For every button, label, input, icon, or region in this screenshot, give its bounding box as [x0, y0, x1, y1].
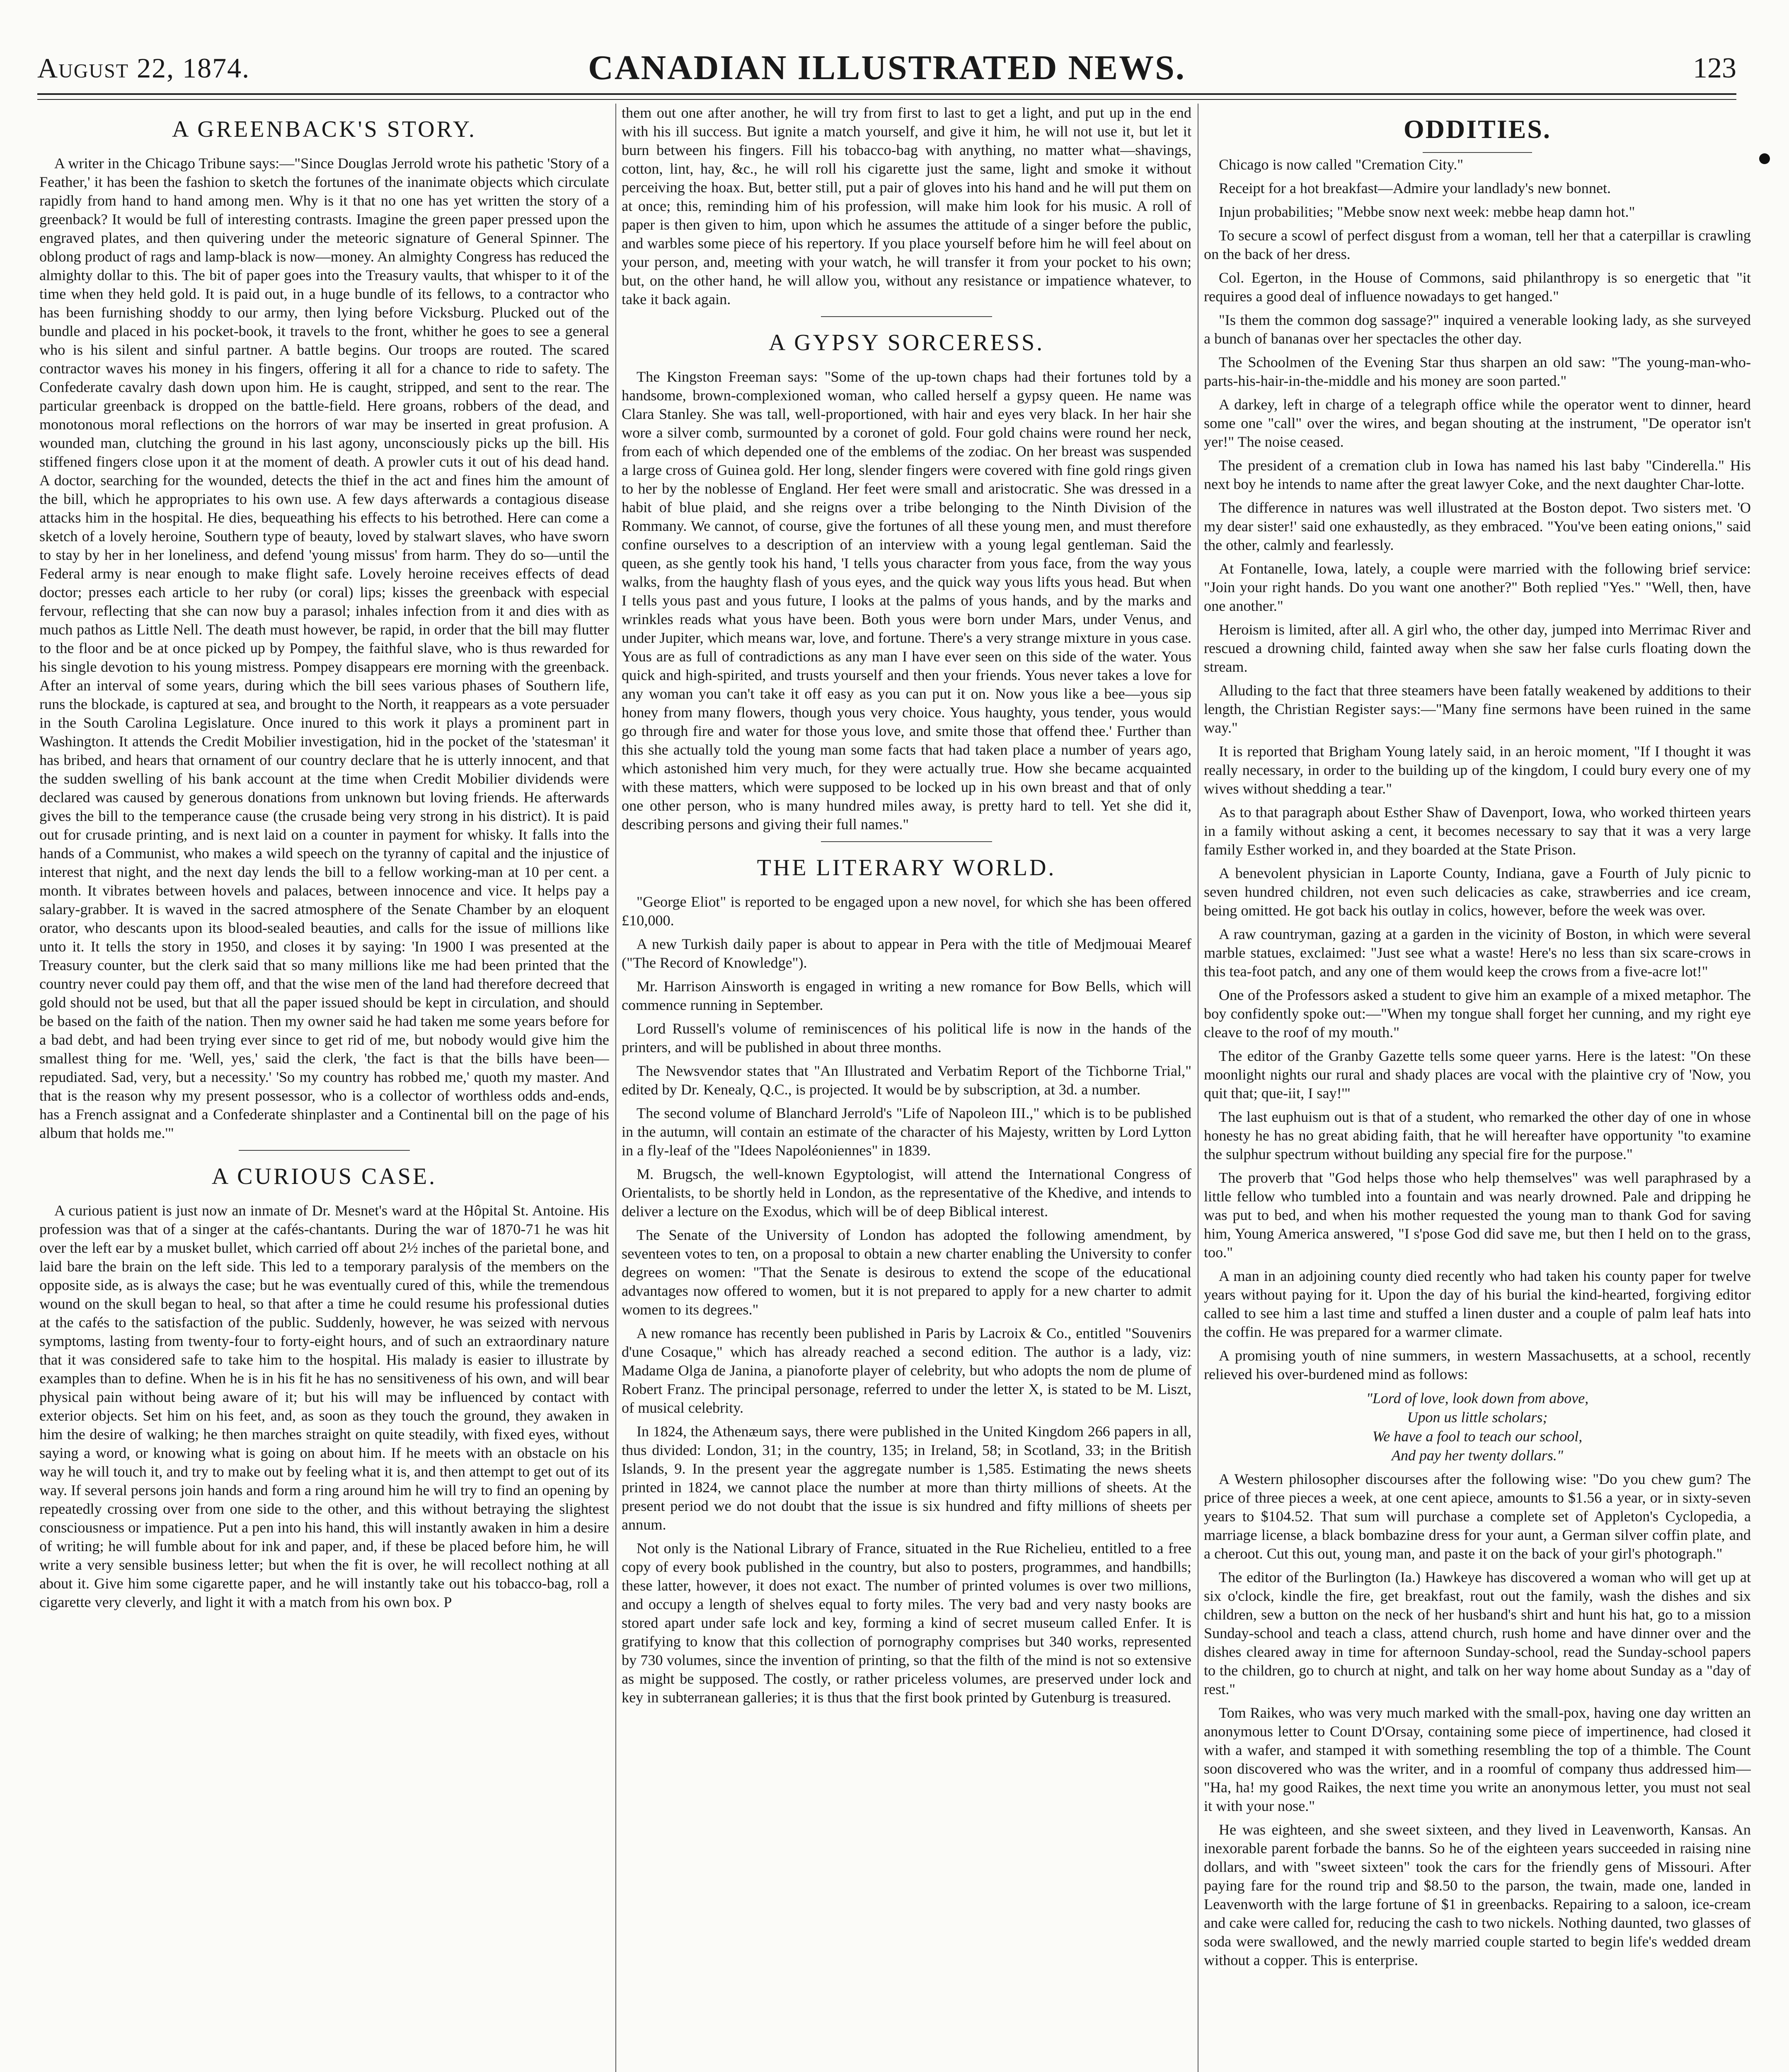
list-item: It is reported that Brigham Young lately said, in an heroic moment, "If I thought it was really necessary, in order to the building up of the kingdom, I could bury every one of my wives without shedding a tear." [1204, 743, 1751, 797]
list-item: A new romance has recently been published in Paris by Lacroix & Co., entitled "Souvenirs d'une Cosaque," which has already reached a second edition. The author is a lady, viz: Madame Olga de Janina, a pianoforte player of celebrity, but who adopts the nom de plume of Robert Franz. The principal personage, referred to under the letter X, is stated to be M. Liszt, of musical celebrity. [622, 1325, 1191, 1416]
page-header [37, 44, 1736, 89]
list-item: M. Brugsch, the well-known Egyptologist, will attend the International Congress of Orientalists, to be shortly held in London, as the representative of the Khedive, and intends to deliver a lecture on the Exodus, which will be of deep Biblical interest. [622, 1166, 1191, 1220]
list-item: A benevolent physician in Laporte County, Indiana, gave a Fourth of July picnic to seven hundred children, not even such delicacies as cake, strawberries and ice cream, being omitted. He got back his outlay in colics, however, before the week was over. [1204, 865, 1751, 919]
list-item: The editor of the Granby Gazette tells some queer yarns. Here is the latest: "On these moonlight nights our rural and shady places are vocal with the plaintive cry of 'Now, you quit that; que-iit, I say!'" [1204, 1048, 1751, 1101]
list-item: The president of a cremation club in Iowa has named his last baby "Cinderella." His next boy he intends to name after the great lawyer Coke, and the next daughter Char-lotte. [1204, 457, 1751, 492]
list-item: At Fontanelle, Iowa, lately, a couple were married with the following brief service: "Join your right hands. Do you want one another?" Both replied "Yes." "Well, then, have one another." [1204, 560, 1751, 614]
article-title-greenback: A GREENBACK'S STORY. [172, 116, 477, 142]
list-item: Col. Egerton, in the House of Commons, said philanthropy is so energetic that "it requires a good deal of influence nowadays to get hanged." [1204, 269, 1751, 305]
issue-date: August 22, 1874. [37, 52, 250, 84]
list-item: Chicago is now called "Cremation City." [1219, 156, 1464, 173]
article-body-curious-case: A curious patient is just now an inmate of Dr. Mesnet's ward at the Hôpital St. Antoine. His profession was that of a singer at the cafés-chantants. During the war of 1870-71 he was hit over the left ear by a musket bullet, which carried off about 2½ inches of the parietal bone, and laid bare the brain on the left side. This led to a temporary paralysis of the members on the opposite side, as is always the case; but he was eventually cured of this, while the tremendous wound on the skull began to heal, so that after a time he could resume his professional duties at the cafés to the satisfaction of the public. Suddenly, however, he was seized with nervous symptoms, lasting from twenty-four to forty-eight hours, and of such an extraordinary nature that it was considered safe to take him to the hospital. His malady is easier to illustrate by examples than to define. When he is in his fit he has no sensitiveness of his own, and will bear physical pain without being aware of it; but his will may be influenced by contact with exterior objects. Set him on his feet, and, as soon as they touch the ground, they awaken in him the desire of walking; he then marches straight on quite steadily, with fixed eyes, without saying a word, or knowing what is going on about him. If he meets with an obstacle on his way he will touch it, and try to make out by feeling what it is, and then attempt to get out of its way. If several persons join hands and form a ring around him he will try to find an opening by repeatedly crossing over from one side to the other, and this without betraying the slightest consciousness or impatience. Put a pen into his hand, this will instantly awaken in him a desire of writing; he will fumble about for ink and paper, and, if these be placed before him, he will write a very sensible business letter; but when the fit is over, he will recollect nothing at all about it. Give him some cigarette paper, and he will instantly take out his tobacco-bag, roll a cigarette very cleverly, and light it with a match from his own box. P [39, 1202, 609, 1610]
list-item: Receipt for a hot breakfast—Admire your landlady's new bonnet. [1219, 180, 1611, 196]
list-item: To secure a scowl of perfect disgust from a woman, tell her that a caterpillar is crawling on the back of her dress. [1204, 227, 1751, 262]
list-item: The last euphuism out is that of a student, who remarked the other day of one in whose honesty he has no great abiding faith, that he will hereafter have opportunity "to examine the sulphur spectrum without building any special fire for the purpose." [1204, 1109, 1751, 1162]
column-divider [615, 104, 616, 2072]
poem-line: We have a fool to teach our school, [1372, 1428, 1583, 1445]
list-item: A darkey, left in charge of a telegraph office while the operator went to dinner, heard some one "call" over the wires, and began shouting at the instrument, "De operator isn't yer!" The noise ceased. [1204, 396, 1751, 450]
section-divider [239, 1150, 410, 1151]
list-item: A man in an adjoining county died recently who had taken his county paper for twelve years without paying for it. Upon the day of his burial the kind-hearted, forgiving editor called to see him a last time and stuffed a linen duster and a couple of palm leaf hats into the coffin. He was prepared for a warmer climate. [1204, 1268, 1751, 1340]
list-item: Lord Russell's volume of reminiscences of his political life is now in the hands of the printers, and will be published in about three months. [622, 1020, 1191, 1055]
list-item: The second volume of Blanchard Jerrold's "Life of Napoleon III.," which is to be published in the autumn, will contain an estimate of the character of his Majesty, written by Lord Lytton in a fly-leaf of the "Idees Napoléoniennes" in 1839. [622, 1105, 1191, 1159]
list-item: The editor of the Burlington (Ia.) Hawkeye has discovered a woman who will get up at six o'clock, kindle the fire, get breakfast, rout out the family, wash the dishes and six children, sew a button on the neck of her husband's shirt and hunt his hat, go to a mission Sunday-school and teach a class, attend church, rush home and have dinner over and the dishes cleared away in time for afternoon Sunday-school, read the Sunday-school papers to the children, go to church at night, and talk on her way home about Sunday as a "day of rest." [1204, 1569, 1751, 1697]
list-item: Mr. Harrison Ainsworth is engaged in writing a new romance for Bow Bells, which will commence running in September. [622, 978, 1191, 1013]
ink-spot-icon [1759, 153, 1770, 164]
section-divider [1423, 152, 1532, 153]
list-item: A Western philosopher discourses after the following wise: "Do you chew gum? The price of three pieces a week, at one cent apiece, amounts to $1.56 a year, or in sixty-seven years to $104.52. That sum will purchase a complete set of Appleton's Cyclopedia, a marriage license, a black bombazine dress for your aunt, a German silver coffin plate, and a cheroot. Cut this out, young man, and paste it on the back of your girl's photograph." [1204, 1471, 1751, 1562]
article-title-literary-world: THE LITERARY WORLD. [757, 855, 1056, 881]
list-item: Injun probabilities; "Mebbe snow next week: mebbe heap damn hot." [1219, 203, 1635, 220]
list-item: The Newsvendor states that "An Illustrated and Verbatim Report of the Tichborne Trial," edited by Dr. Kenealy, Q.C., is projected. It would be by subscription, at 3d. a number. [622, 1063, 1191, 1098]
section-divider [821, 841, 992, 842]
article-continuation-curious-case: them out one after another, he will try from first to last to get a light, and put up in the end with his ill success. But ignite a match yourself, and give it him, he will not use it, but let it burn between his fingers. Fill his tobacco-bag with anything, no matter what—shavings, cotton, lint, hay, &c., he will roll his cigarette just the same, light and smoke it without perceiving the hoax. But, better still, put a pair of gloves into his hand and he will put them on at once; this, reminding him of his profession, will make him look for his music. A roll of paper is then given to him, upon which he assumes the attitude of a singer before the public, and warbles some piece of his repertory. If you place yourself before him he will feel about on your person, and, meeting with your watch, he will transfer it from your pocket to his own; but, on the other hand, he will allow you, without any resistance or impatience whatever, to take it back again. [622, 104, 1191, 307]
section-divider [821, 316, 992, 317]
list-item: He was eighteen, and she sweet sixteen, and they lived in Leavenworth, Kansas. An inexorable parent forbade the banns. So he of the eighteen years succeeded in raising nine dollars, and with "sweet sixteen" took the cars for the friendly gens of Missouri. After paying fare for the round trip and $8.50 to the parson, the twain, made one, landed in Leavenworth with the large fortune of $1 in greenbacks. Repairing to a saloon, ice-cream and cake were called for, reducing the cash to two nickels. Nothing daunted, two glasses of soda were swallowed, and the newly married couple started to begin life's wedded dream without a copper. This is enterprise. [1204, 1821, 1751, 1968]
list-item: The Senate of the University of London has adopted the following amendment, by seventeen votes to ten, on a proposal to obtain a new charter enabling the University to confer degrees on women: "That the Senate is desirous to extend the scope of the educational advantages now offered to women, but it is not prepared to apply for a new charter to admit women to its degrees." [622, 1227, 1191, 1318]
list-item: Tom Raikes, who was very much marked with the small-pox, having one day written an anonymous letter to Count D'Orsay, containing some piece of impertinence, had closed it with a wafer, and stamped it with something resembling the top of a thimble. The Count soon discovered who was the writer, and in a roomful of company thus addressed him— "Ha, ha! my good Raikes, the next time you write an anonymous letter, you must not seal it with your nose." [1204, 1704, 1751, 1814]
column-1 [39, 104, 609, 2072]
page-number: 123 [1693, 52, 1736, 84]
poem [1204, 1389, 1751, 1465]
list-item: The difference in natures was well illustrated at the Boston depot. Two sisters met. 'O my dear sister!' said one exhaustedly, as they embraced. "You've been eating onions," said the other, calmly and fearlessly. [1204, 499, 1751, 553]
list-item: "Is them the common dog sassage?" inquired a venerable looking lady, as she surveyed a bunch of bananas over her spectacles the other day. [1204, 312, 1751, 347]
article-body-greenback: A writer in the Chicago Tribune says:—"Since Douglas Jerrold wrote his pathetic 'Story of a Feather,' it has been the fashion to sketch the fortunes of the inanimate objects which circulate rapidly from hand to hand among men. Why is it that no one has yet written the story of a greenback? It would be full of interesting contrasts. Imagine the green paper pressed upon the engraved plates, and then quivering under the meteoric signature of General Spinner. The oblong product of rags and lamp-black is now—money. An almighty Congress has reduced the almighty dollar to this. The bit of paper goes into the Treasury vaults, that whisper to it of the time when they held gold. It is paid out, in a huge bundle of its fellows, to a contractor who has been furnishing shoddy to our army, then lying before Vicksburg. Plucked out of the bundle and placed in his pocket-book, it travels to the front, whither he goes to see a general who is his silent and sinful partner. A battle begins. Our troops are routed. The scared contractor waves his money in his fingers, offering it all for a chance to ride to safety. The Confederate cavalry dash down upon him. He is caught, stripped, and sent to the rear. The particular greenback is dropped on the battle-field. Here groans, robbers of the dead, and monotonous moral reflections on the horrors of war may be inserted in great profusion. A wounded man, clutching the ground in his last agony, unconsciously picks up the bill. His stiffened fingers close upon it at the moment of death. A prowler cuts it out of his dead hand. A doctor, searching for the wounded, detects the thief in the act and fines him the amount of the bill, which he appropriates to his own use. A few days afterwards a contagious disease attacks him in the hospital. He dies, bequeathing his effects to his betrothed. Here can come a sketch of a lovely heroine, Southern type of beauty, loved by stalwart slaves, who have sworn to stay by her in her loneliness, and defend 'young missus' from harm. They do so—until the Federal army is near enough to make flight safe. Lovely heroine receives effects of dead doctor; presses each article to her ruby (or coral) lips; kisses the greenback with especial fervour, reflecting that she can now buy a parasol; inhales infection from it and dies with as much pathos as Little Nell. The death must however, be rapid, in order that the bill may flutter to the floor and be at once picked up by Pompey, the faithful slave, who is thus rewarded for his single devotion to his young mistress. Pompey disappears ere morning with the greenback. After an interval of some years, during which the bill sees various phases of Southern life, runs the blockade, is captured at sea, and brought to the North, it reappears as a vote persuader in the South Carolina Legislature. Once inured to this work it plays a prominent part in Washington. It attends the Credit Mobilier investigation, hid in the pocket of the 'statesman' it has bribed, and hears that ornament of our country declare that he is utterly innocent, and that the sudden swelling of his bank account at the time when Credit Mobilier dividends were declared was caused by generous donations from unknown but loving friends. He afterwards gives the bill to the temperance cause (the crusade being very strong in his district). It is paid out for crusade printing, and is next laid on a counter in payment for whisky. It falls into the hands of a Communist, who makes a wild speech on the tyranny of capital and the injustice of interest that night, and the next day lends the bill to a fellow working-man at 10 per cent. a month. It vibrates between hovels and palaces, between innocence and vice. It helps pay a salary-grabber. It is waved in the sacred atmosphere of the Senate Chamber by an eloquent orator, who descants upon its blood-sealed beauties, and calls for the issue of millions like unto it. It tells the story in 1950, and closes it by saying: 'In 1900 I was presented at the Treasury counter, but the clerk said that so many millions like me had been printed that the country never could pay them off, and that the wise men of the land had therefore decreed that gold should not be used, but that all the paper issued should be kept in circulation, and should be based on the faith of the nation. Then my owner said he had taken me some years before for a bad debt, and had been trying ever since to get rid of me, but nobody would give him the smallest thing for me. 'Well, yes,' said the clerk, 'the fact is that the bills have been—repudiated. Sad, very, but a necessity.' 'So my country has robbed me,' quoth my master. And that is the reason why my present possessor, who is a collector of worthless odds and-ends, has a French assignat and a Confederate shinplaster and a Continental bill on the page of his album that holds me.'" [39, 155, 609, 1141]
article-title-gypsy: A GYPSY SORCERESS. [768, 330, 1045, 356]
list-item: Not only is the National Library of France, situated in the Rue Richelieu, entitled to a free copy of every book published in the country, but also to posters, programmes, and handbills; these latter, however, it does not exact. The number of printed volumes is over two millions, and occupy a length of shelves equal to forty miles. The very bad and very nasty books are stored apart under safe lock and key, forming a kind of secret museum called Enfer. It is gratifying to know that this collection of pornography comprises but 340 works, represented by 730 volumes, since the invention of printing, so that the filth of the mind is not so extensive as might be supposed. The costly, or rather priceless volumes, are preserved under lock and key in subterranean galleries; it is thus that the first book printed by Gutenburg is treasured. [622, 1540, 1191, 1706]
list-item: A new Turkish daily paper is about to appear in Pera with the title of Medjmouai Mearef ("The Record of Knowledge"). [622, 936, 1191, 971]
poem-line: Upon us little scholars; [1407, 1409, 1548, 1426]
list-item: The Schoolmen of the Evening Star thus sharpen an old saw: "The young-man-who-parts-his-hair-in-the-middle and his money are soon parted." [1204, 354, 1751, 389]
section-title-oddities: ODDITIES. [1404, 114, 1551, 144]
list-item: One of the Professors asked a student to give him an example of a mixed metaphor. The boy confidently spoke out:—"When my tongue shall forget her cunning, and my right eye cleave to the roof of my mouth." [1204, 987, 1751, 1041]
list-item: Alluding to the fact that three steamers have been fatally weakened by additions to their length, the Christian Register says:—"Many fine sermons have been ruined in the same way." [1204, 682, 1751, 736]
newspaper-title: CANADIAN ILLUSTRATED NEWS. [588, 48, 1186, 87]
header-rule [37, 93, 1736, 100]
article-title-curious-case: A CURIOUS CASE. [211, 1164, 437, 1189]
article-body-gypsy: The Kingston Freeman says: "Some of the up-town chaps had their fortunes told by a handsome, brown-complexioned woman, who called herself a gypsy queen. He name was Clara Stanley. She was tall, well-proportioned, with hair and eyes very black. In her hair she wore a silver comb, surmounted by a coronet of gold. Four gold chains were round her neck, from each of which depended one of the emblems of the zodiac. On her breast was suspended a large cross of Guinea gold. Her long, slender fingers were covered with fine gold rings given to her by the noblesse of England. Her feet were small and aristocratic. She was dressed in a habit of blue plaid, and she reigns over a tribe belonging to the Ninth Division of the Rommany. We cannot, of course, give the fortunes of all these young men, and must therefore confine ourselves to a description of an interview with a young legal gentleman. Said the queen, as she gently took his hand, 'I tells yous character from yous face, from the way yous walks, from the haughty flash of yous eyes, and the quick way yous lifts yous head. But when I tells yous past and yous future, I looks at the palms of yous hands, and by the marks and wrinkles reads what yous have been. Both yous were born under Mars, under Venus, and under Jupiter, which means war, love, and fortune. There's a very strange mixture in yous case. Yous are as full of contradictions as any man I have ever seen on this side of the water. Yous quick and high-spirited, and trusts yourself and then your friends. Yous never takes a love for any woman you can't take it off easy as you can put it on. Now yous like a bee—yous sip honey from many flowers, though yous very choice. Yous haughty, yous tender, yous would go through fire and water for those yous love, and smite those that offend thee.' Further than this she actually told the young man some facts that had taken place a number of years ago, which astonished him very much, for they were actually true. How she became acquainted with these matters, which were supposed to be locked up in his own breast and that of only one other person, who is many hundred miles away, is pretty hard to tell. Yet she did it, describing persons and giving their full names." [622, 368, 1191, 833]
list-item: Heroism is limited, after all. A girl who, the other day, jumped into Merrimac River and rescued a drowning child, fainted away when she saw her false curls floating down the stream. [1204, 621, 1751, 675]
list-item: In 1824, the Athenæum says, there were published in the United Kingdom 266 papers in all, thus divided: London, 31; in the country, 135; in Ireland, 58; in Scotland, 33; in the British Islands, 9. In the present year the aggregate number is 1,585. Estimating the news sheets printed in 1824, we cannot place the number at more than thirty millions of sheets. At the present period we do not doubt that the issue is six hundred and fifty millions of sheets per annum. [622, 1423, 1191, 1533]
list-item: The proverb that "God helps those who help themselves" was well paraphrased by a little fellow who tumbled into a fountain and was nearly drowned. Pale and dripping he was put to bed, and when his mother requested the young man to thank God for saving him, Young America answered, "I s'pose God did save me, but then I held on to the grass, too." [1204, 1169, 1751, 1261]
column-2 [622, 104, 1191, 2072]
literary-world-paragraphs [622, 893, 1191, 1707]
poem-line: And pay her twenty dollars." [1391, 1447, 1564, 1464]
list-item: "George Eliot" is reported to be engaged upon a new novel, for which she has been offered £10,000. [622, 893, 1191, 929]
list-item: A promising youth of nine summers, in western Massachusetts, at a school, recently relieved his over-burdened mind as follows: [1204, 1347, 1751, 1382]
list-item: As to that paragraph about Esther Shaw of Davenport, Iowa, who worked thirteen years in a family without asking a cent, it becomes necessary to say that it was a very large family Esther worked in, and they boarded at the State Prison. [1204, 804, 1751, 858]
column-3 [1204, 104, 1751, 2072]
list-item: A raw countryman, gazing at a garden in the vicinity of Boston, in which were several marble statues, exclaimed: "Just see what a waste! Here's no less than six scare-crows in this tea-foot patch, and any one of them would keep the crows from a five-acre lot!" [1204, 926, 1751, 980]
poem-line: "Lord of love, look down from above, [1366, 1390, 1589, 1406]
